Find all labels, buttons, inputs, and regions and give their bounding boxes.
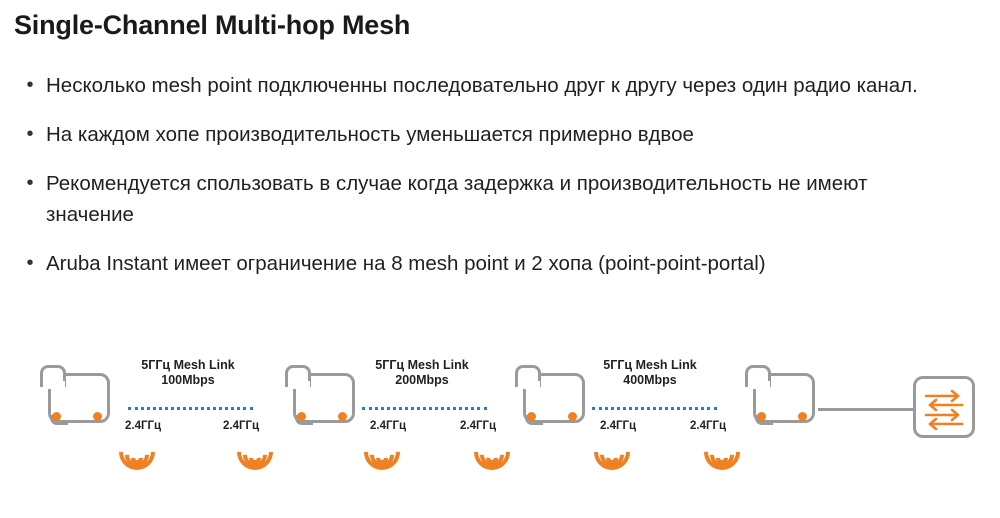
mesh-topology-diagram — [0, 340, 1000, 500]
mesh-link-rate-1: 100Mbps — [161, 373, 215, 387]
wifi-signal-icon — [355, 428, 409, 468]
ap-radio-dot — [568, 412, 577, 421]
ap-radio-dot — [52, 412, 61, 421]
bullet-text: Aruba Instant имеет ограничение на 8 mesh point и 2 хопа (point-point-portal) — [46, 252, 766, 275]
band-label-2: 2.4ГГц — [223, 420, 260, 432]
ap-radio-dot — [297, 412, 306, 421]
access-point-2 — [285, 365, 359, 425]
band-label-5: 2.4ГГц — [600, 420, 637, 432]
page-title: Single-Channel Multi-hop Mesh — [14, 10, 411, 40]
mesh-link-line-2 — [362, 407, 487, 410]
list-item — [14, 248, 954, 279]
bullet-text: Рекомендуется спользовать в случае когда задержка и производительность не имеют значение — [46, 172, 868, 226]
network-switch — [913, 376, 975, 438]
list-item — [14, 168, 954, 230]
bullet-text: На каждом хопе производительность уменьшается примерно вдвое — [46, 123, 694, 146]
wired-uplink-line — [818, 408, 916, 411]
mesh-link-band-1: 5ГГц Mesh Link — [141, 358, 235, 372]
mesh-link-rate-3: 400Mbps — [623, 373, 677, 387]
ap-tab-cover — [748, 381, 770, 389]
wifi-signal-icon — [695, 428, 749, 468]
band-label-3: 2.4ГГц — [370, 420, 407, 432]
ap-radio-dot — [338, 412, 347, 421]
ap-radio-dot — [527, 412, 536, 421]
mesh-link-label-3 — [580, 358, 720, 388]
switch-arrows-icon — [922, 387, 966, 431]
wifi-signal-icon — [465, 428, 519, 468]
ap-radio-dot — [757, 412, 766, 421]
bullet-list — [14, 70, 954, 297]
mesh-link-line-3 — [592, 407, 717, 410]
bullet-text: Несколько mesh point подключенны последовательно друг к другу через один радио канал. — [46, 74, 918, 97]
ap-radio-dot — [93, 412, 102, 421]
mesh-link-label-2 — [352, 358, 492, 388]
mesh-link-line-1 — [128, 407, 253, 410]
bullet-marker: • — [26, 123, 34, 145]
mesh-link-label-1 — [118, 358, 258, 388]
bullet-marker: • — [26, 74, 34, 96]
access-point-4 — [745, 365, 819, 425]
ap-tab-cover — [288, 381, 310, 389]
access-point-1 — [40, 365, 114, 425]
band-label-4: 2.4ГГц — [460, 420, 497, 432]
band-label-1: 2.4ГГц — [125, 420, 162, 432]
ap-tab-cover — [518, 381, 540, 389]
access-point-3 — [515, 365, 589, 425]
ap-radio-dot — [798, 412, 807, 421]
band-label-6: 2.4ГГц — [690, 420, 727, 432]
wifi-signal-icon — [585, 428, 639, 468]
list-item — [14, 70, 954, 101]
mesh-link-band-3: 5ГГц Mesh Link — [603, 358, 697, 372]
wifi-signal-icon — [228, 428, 282, 468]
wifi-signal-icon — [110, 428, 164, 468]
mesh-link-rate-2: 200Mbps — [395, 373, 449, 387]
list-item — [14, 119, 954, 150]
bullet-marker: • — [26, 172, 34, 194]
ap-tab-cover — [43, 381, 65, 389]
mesh-link-band-2: 5ГГц Mesh Link — [375, 358, 469, 372]
bullet-marker: • — [26, 252, 34, 274]
